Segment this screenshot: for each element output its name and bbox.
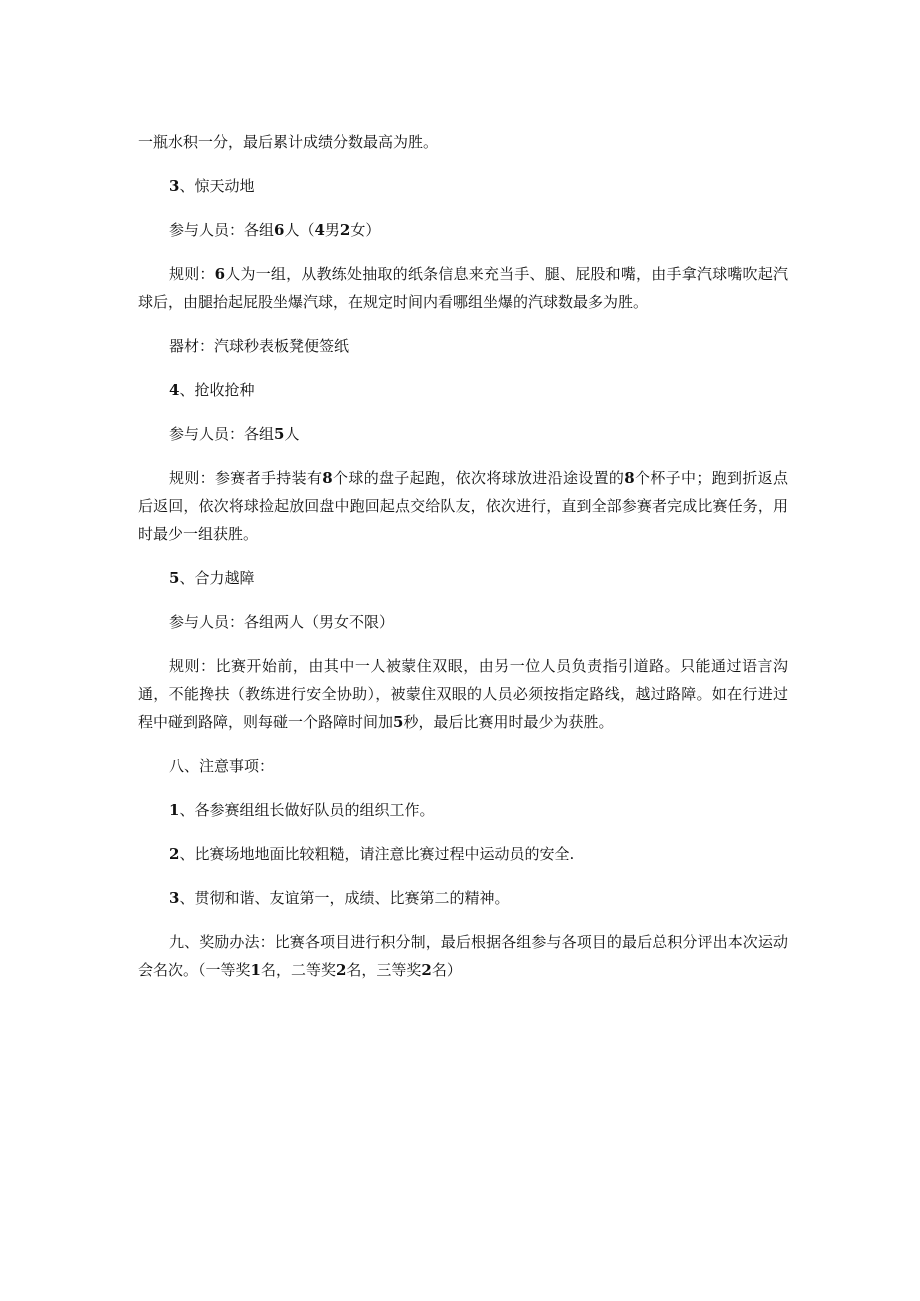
equipment-event-3: 器材：汽球秒表板凳便签纸 bbox=[169, 337, 350, 355]
note-item-1: 1、各参赛组组长做好队员的组织工作。 bbox=[169, 801, 435, 819]
heading-event-5: 5、合力越障 bbox=[169, 569, 255, 587]
participants-event-5: 参与人员：各组两人（男女不限） bbox=[169, 613, 395, 631]
rules-event-4: 规则：参赛者手持装有8个球的盘子起跑，依次将球放进沿途设置的8个杯子中；跑到折返点后返回，依次将球捡起放回盘中跑回起点交给队友，依次进行，直到全部参赛者完成比赛任务，用时最少一组获胜。 bbox=[138, 469, 788, 543]
participants-event-4: 参与人员：各组5人 bbox=[169, 425, 300, 443]
document-body bbox=[138, 128, 788, 1000]
rules-event-5: 规则：比赛开始前，由其中一人被蒙住双眼，由另一位人员负责指引道路。只能通过语言沟通，不能搀扶（教练进行安全协助），被蒙住双眼的人员必须按指定路线，越过路障。如在行进过程中碰到路障，则每碰一个路障时间加5秒，最后比赛用时最少为获胜。 bbox=[138, 657, 788, 731]
heading-event-3: 3、惊天动地 bbox=[169, 177, 255, 195]
note-item-3: 3、贯彻和谐、友谊第一，成绩、比赛第二的精神。 bbox=[169, 889, 510, 907]
section-awards: 九、奖励办法：比赛各项目进行积分制，最后根据各组参与各项目的最后总积分评出本次运动会名次。（一等奖1名，二等奖2名，三等奖2名） bbox=[138, 933, 788, 979]
note-item-2: 2、比赛场地地面比较粗糙，请注意比赛过程中运动员的安全. bbox=[169, 845, 575, 863]
section-heading-notes: 八、注意事项： bbox=[169, 757, 275, 775]
rules-event-3: 规则：6人为一组，从教练处抽取的纸条信息来充当手、腿、屁股和嘴，由手拿汽球嘴吹起汽球后，由腿抬起屁股坐爆汽球，在规定时间内看哪组坐爆的汽球数最多为胜。 bbox=[138, 265, 788, 311]
heading-event-4: 4、抢收抢种 bbox=[169, 381, 255, 399]
participants-event-3: 参与人员：各组6人（4男2女） bbox=[169, 221, 381, 239]
paragraph-water-score: 一瓶水积一分，最后累计成绩分数最高为胜。 bbox=[138, 133, 439, 151]
